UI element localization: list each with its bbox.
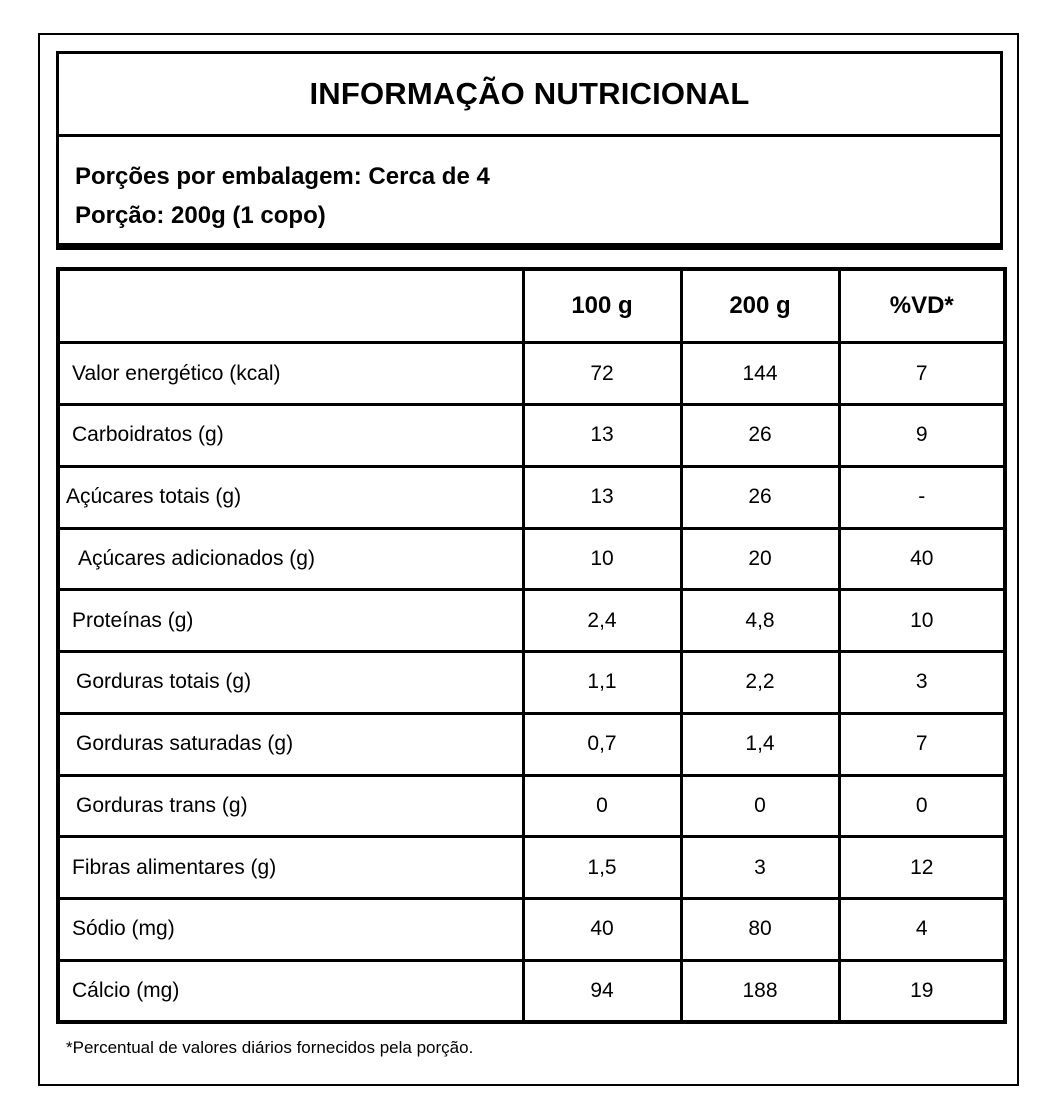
value-200g: 0 <box>681 775 839 837</box>
value-100g: 40 <box>523 898 681 960</box>
value-100g: 2,4 <box>523 590 681 652</box>
value-100g: 13 <box>523 405 681 467</box>
value-200g: 26 <box>681 466 839 528</box>
value-200g: 3 <box>681 837 839 899</box>
value-100g: 0,7 <box>523 713 681 775</box>
column-header-vd: %VD* <box>839 269 1005 343</box>
value-100g: 0 <box>523 775 681 837</box>
value-vd: 40 <box>839 528 1005 590</box>
nutrient-label: Gorduras trans (g) <box>58 775 523 837</box>
nutrient-label: Gorduras saturadas (g) <box>58 713 523 775</box>
value-200g: 4,8 <box>681 590 839 652</box>
nutrient-label: Cálcio (mg) <box>58 960 523 1022</box>
value-100g: 13 <box>523 466 681 528</box>
nutrient-label: Açúcares totais (g) <box>58 466 523 528</box>
value-vd: 0 <box>839 775 1005 837</box>
table-row <box>58 652 1005 714</box>
label-header <box>56 51 1003 250</box>
nutrition-table <box>56 267 1007 1024</box>
column-header-200g: 200 g <box>681 269 839 343</box>
value-vd: 4 <box>839 898 1005 960</box>
value-200g: 26 <box>681 405 839 467</box>
serving-size: Porção: 200g (1 copo) <box>75 202 326 229</box>
column-header-100g: 100 g <box>523 269 681 343</box>
value-200g: 2,2 <box>681 652 839 714</box>
table-row <box>58 590 1005 652</box>
value-100g: 1,1 <box>523 652 681 714</box>
table-row <box>58 343 1005 405</box>
value-vd: 10 <box>839 590 1005 652</box>
column-header-nutrient <box>58 269 523 343</box>
label-title: INFORMAÇÃO NUTRICIONAL <box>59 54 1000 137</box>
value-200g: 144 <box>681 343 839 405</box>
table-header-row <box>58 269 1005 343</box>
nutrient-label: Sódio (mg) <box>58 898 523 960</box>
serving-info <box>59 137 1000 235</box>
nutrient-label: Proteínas (g) <box>58 590 523 652</box>
value-vd: 3 <box>839 652 1005 714</box>
servings-per-package: Porções por embalagem: Cerca de 4 <box>75 163 490 190</box>
table-row <box>58 898 1005 960</box>
value-200g: 188 <box>681 960 839 1022</box>
value-200g: 80 <box>681 898 839 960</box>
nutrient-label: Gorduras totais (g) <box>58 652 523 714</box>
value-vd: 12 <box>839 837 1005 899</box>
nutrient-label: Valor energético (kcal) <box>58 343 523 405</box>
footnote: *Percentual de valores diários fornecidos pela porção. <box>66 1038 474 1057</box>
nutrient-label: Açúcares adicionados (g) <box>58 528 523 590</box>
value-vd: 19 <box>839 960 1005 1022</box>
table-row <box>58 466 1005 528</box>
table-row <box>58 528 1005 590</box>
value-vd: 7 <box>839 343 1005 405</box>
nutrient-label: Carboidratos (g) <box>58 405 523 467</box>
value-vd: - <box>839 466 1005 528</box>
value-100g: 94 <box>523 960 681 1022</box>
value-200g: 1,4 <box>681 713 839 775</box>
value-vd: 9 <box>839 405 1005 467</box>
value-vd: 7 <box>839 713 1005 775</box>
value-100g: 1,5 <box>523 837 681 899</box>
table-row <box>58 713 1005 775</box>
value-100g: 72 <box>523 343 681 405</box>
table-row <box>58 775 1005 837</box>
nutrient-label: Fibras alimentares (g) <box>58 837 523 899</box>
table-row <box>58 837 1005 899</box>
table-row <box>58 960 1005 1022</box>
value-100g: 10 <box>523 528 681 590</box>
table-row <box>58 405 1005 467</box>
value-200g: 20 <box>681 528 839 590</box>
